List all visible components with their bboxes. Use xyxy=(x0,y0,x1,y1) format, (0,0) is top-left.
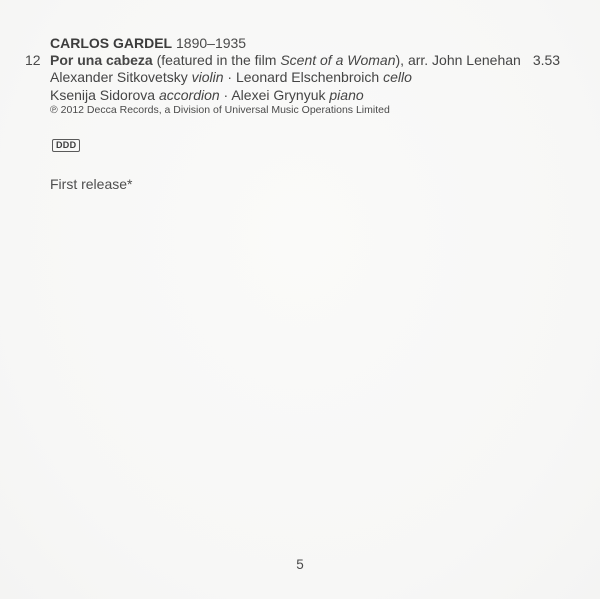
performer-name: Ksenija Sidorova xyxy=(50,86,156,103)
track-title: Por una cabeza xyxy=(50,52,153,68)
performer-instrument: piano xyxy=(329,86,364,103)
performer-separator: · xyxy=(223,86,229,103)
performer-name: Alexei Grynyuk xyxy=(231,86,326,103)
track-row xyxy=(25,52,561,117)
performers-line-2 xyxy=(50,87,560,104)
composer-dates: 1890–1935 xyxy=(176,35,247,51)
track-title-line xyxy=(50,52,560,69)
track-body xyxy=(50,52,560,117)
ddd-recording-format-badge: DDD xyxy=(52,139,80,152)
performer-separator: · xyxy=(227,69,233,86)
track-subtitle-suffix: ), arr. John Lenehan xyxy=(395,52,521,68)
performers-line-1 xyxy=(50,69,560,86)
track-title-text xyxy=(50,52,521,69)
copyright-notice: ℗ 2012 Decca Records, a Division of Universal Music Operations Limited xyxy=(50,103,390,116)
performer-instrument: cello xyxy=(383,69,412,86)
film-title: Scent of a Woman xyxy=(280,52,396,68)
composer-name: CARLOS GARDEL xyxy=(50,35,173,51)
performer-instrument: accordion xyxy=(158,86,220,103)
track-number: 12 xyxy=(25,52,41,68)
track-subtitle-prefix: (featured in the film xyxy=(152,52,281,68)
composer-heading xyxy=(50,35,246,52)
track-duration: 3.53 xyxy=(532,52,561,68)
performer-instrument: violin xyxy=(191,69,224,86)
performer-name: Leonard Elschenbroich xyxy=(235,69,380,86)
performer-name: Alexander Sitkovetsky xyxy=(50,69,188,86)
first-release-note: First release* xyxy=(50,176,133,192)
page-number: 5 xyxy=(296,557,304,572)
